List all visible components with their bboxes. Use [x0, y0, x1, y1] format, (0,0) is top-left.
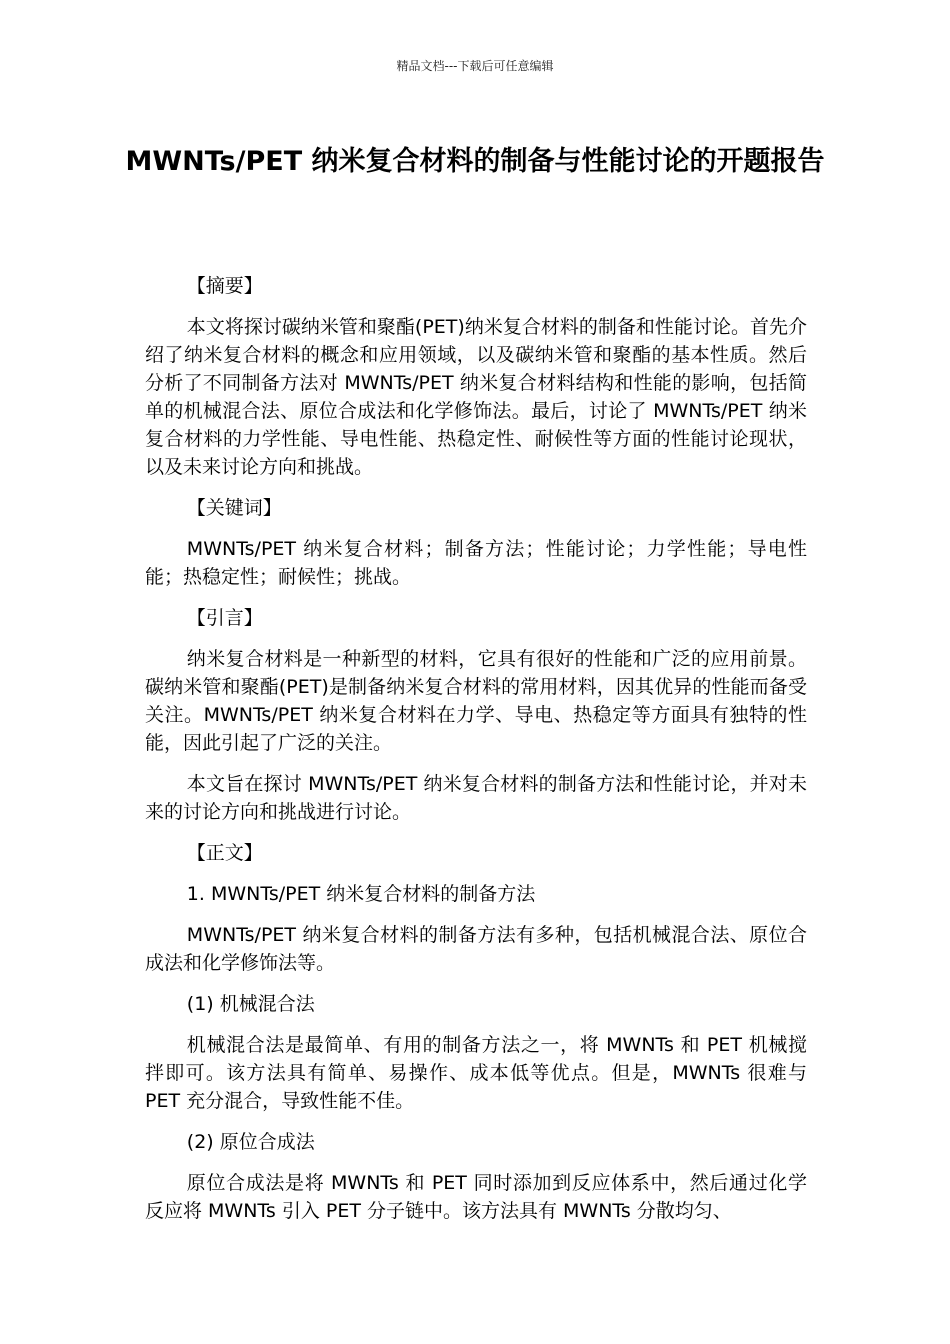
subsection-heading-mechanical-mixing: (1) 机械混合法	[186, 993, 315, 1015]
introduction-paragraph-1: 纳米复合材料是一种新型的材料，它具有很好的性能和广泛的应用前景。碳纳米管和聚酯(PET)是制备纳米复合材料的常用材料，因其优异的性能而备受关注。MWNTs/PET 纳米复合材料在力学、导电、热稳定等方面具有独特的性能，因此引起了广泛的关注。	[145, 648, 807, 754]
section-heading-keywords: 【关键词】	[186, 497, 282, 519]
section-heading-abstract: 【摘要】	[186, 275, 263, 297]
mechanical-mixing-paragraph: 机械混合法是最简单、有用的制备方法之一，将 MWNTs 和 PET 机械搅拌即可。该方法具有简单、易操作、成本低等优点。但是，MWNTs 很难与 PET 充分混合，导致性能不佳。	[145, 1034, 807, 1112]
section-heading-introduction: 【引言】	[186, 607, 263, 629]
header-note: 精品文档---下载后可任意编辑	[396, 59, 554, 73]
document-title: MWNTs/PET 纳米复合材料的制备与性能讨论的开题报告	[125, 146, 825, 177]
document-body	[145, 272, 807, 1238]
keywords-paragraph: MWNTs/PET 纳米复合材料；制备方法；性能讨论；力学性能；导电性能；热稳定性；耐候性；挑战。	[145, 538, 807, 588]
abstract-paragraph: 本文将探讨碳纳米管和聚酯(PET)纳米复合材料的制备和性能讨论。首先介绍了纳米复合材料的概念和应用领域，以及碳纳米管和聚酯的基本性质。然后分析了不同制备方法对 MWNTs/PET 纳米复合材料结构和性能的影响，包括简单的机械混合法、原位合成法和化学修饰法。最后，讨论了 MWNTs/PET 纳米复合材料的力学性能、导电性能、热稳定性、耐候性等方面的性能讨论现状，以及未来讨论方向和挑战。	[145, 316, 807, 478]
in-situ-synthesis-paragraph: 原位合成法是将 MWNTs 和 PET 同时添加到反应体系中，然后通过化学反应将 MWNTs 引入 PET 分子链中。该方法具有 MWNTs 分散均匀、	[145, 1172, 807, 1222]
subsection-heading-preparation-methods: 1. MWNTs/PET 纳米复合材料的制备方法	[186, 883, 536, 905]
subsection-heading-in-situ-synthesis: (2) 原位合成法	[186, 1131, 315, 1153]
section-heading-main-text: 【正文】	[186, 842, 263, 864]
introduction-paragraph-2: 本文旨在探讨 MWNTs/PET 纳米复合材料的制备方法和性能讨论，并对未来的讨论方向和挑战进行讨论。	[145, 773, 807, 823]
preparation-methods-paragraph: MWNTs/PET 纳米复合材料的制备方法有多种，包括机械混合法、原位合成法和化学修饰法等。	[145, 924, 807, 974]
